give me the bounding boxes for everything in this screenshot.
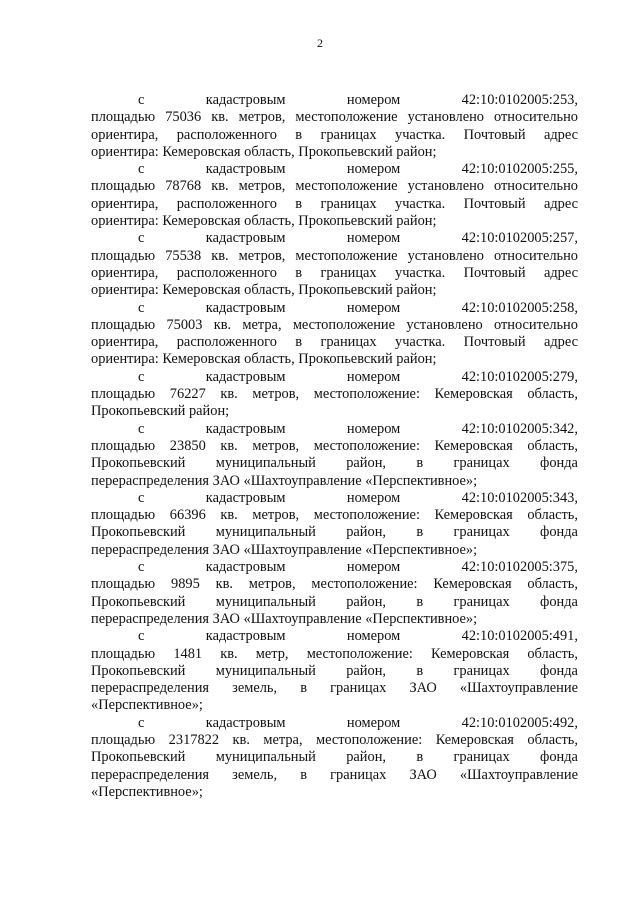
entry-text: ориентира: Кемеровская область, Прокопьевский район;: [91, 213, 437, 230]
entry-word: номером: [346, 92, 401, 108]
entry-line: [91, 680, 578, 697]
entry-word: участка.: [395, 126, 446, 143]
document-body: [91, 92, 578, 801]
entry-first-line: [91, 92, 578, 109]
entry-word: площадью: [91, 645, 156, 662]
entry-word: номером: [346, 368, 401, 385]
entry-word: номером: [346, 161, 401, 178]
entry-word: ориентира,: [91, 195, 159, 212]
entry-word: область,: [527, 576, 578, 593]
entry-word: площадью: [91, 316, 156, 333]
entry-word: границах: [320, 334, 377, 351]
entry-line: [91, 542, 578, 559]
entry-word: местоположение: [292, 316, 396, 333]
entry-word: метров,: [238, 178, 286, 195]
entry-word: относительно: [494, 109, 578, 126]
cadastral-entry: [91, 230, 578, 299]
cadastral-entry: [91, 715, 578, 801]
entry-first-line: [91, 161, 578, 178]
entry-word: область,: [527, 731, 578, 748]
entry-word: 42:10:0102005:257,: [461, 230, 578, 247]
entry-word: кадастровым: [205, 489, 286, 506]
entry-line: [91, 178, 578, 195]
entry-word: ориентира,: [91, 126, 159, 143]
entry-word: кв.: [211, 178, 229, 195]
entry-word: кадастровым: [205, 420, 286, 437]
entry-word: установлено: [407, 109, 484, 126]
entry-word: номером: [346, 628, 401, 645]
entry-word: кв.: [220, 386, 238, 403]
entry-word: границах: [320, 126, 377, 143]
entry-word: фонда: [540, 749, 578, 766]
entry-word: площадью: [91, 507, 156, 524]
entry-word: номером: [346, 489, 401, 506]
entry-word: кв.: [232, 731, 250, 748]
entry-word: местоположение: [295, 178, 398, 195]
entry-word: метр,: [255, 645, 289, 662]
entry-word: границах: [330, 766, 387, 783]
entry-word: Почтовый: [463, 126, 526, 143]
entry-first-line: [91, 490, 578, 507]
entry-word: границах: [320, 264, 377, 281]
entry-word: 2317822: [168, 731, 220, 748]
entry-word: номером: [346, 420, 401, 437]
entry-line: [91, 473, 578, 490]
entry-word: муниципальный: [215, 455, 316, 472]
entry-word: местоположение: [295, 247, 398, 264]
entry-word: метров,: [252, 386, 300, 403]
entry-line: [91, 144, 578, 161]
entry-word: 42:10:0102005:253,: [461, 92, 578, 108]
entry-word: Прокопьевский: [91, 593, 186, 610]
cadastral-entry: [91, 490, 578, 559]
entry-word: площадью: [91, 386, 156, 403]
entry-word: фонда: [540, 455, 578, 472]
entry-word: кадастровым: [205, 230, 286, 247]
entry-line: [91, 196, 578, 213]
entry-word: номером: [346, 230, 401, 247]
entry-word: в: [416, 524, 424, 541]
cadastral-entry: [91, 421, 578, 490]
entry-word: 23850: [169, 437, 206, 454]
entry-word: Прокопьевский: [91, 749, 186, 766]
entry-word: 42:10:0102005:258,: [461, 299, 578, 316]
entry-line: [91, 767, 578, 784]
entry-word: 78768: [165, 178, 202, 195]
entry-line: [91, 282, 578, 299]
entry-word: площадью: [91, 247, 156, 264]
entry-word: участка.: [395, 195, 446, 212]
cadastral-entry: [91, 161, 578, 230]
entry-line: [91, 697, 578, 714]
entry-word: перераспределения: [91, 766, 210, 783]
entry-word: адрес: [543, 126, 578, 143]
entry-line: [91, 386, 578, 403]
entry-word: установлено: [407, 178, 484, 195]
entry-word: 42:10:0102005:375,: [461, 559, 578, 576]
entry-word: местоположение:: [313, 386, 420, 403]
entry-text: перераспределения ЗАО «Шахтоуправление «Перспективное»;: [91, 610, 478, 627]
entry-word: кадастровым: [205, 714, 286, 731]
entry-word: кв.: [220, 645, 238, 662]
entry-text: ориентира: Кемеровская область, Прокопьевский район;: [91, 143, 437, 160]
entry-word: муниципальный: [215, 662, 316, 679]
entry-word: Почтовый: [463, 195, 526, 212]
entry-word: область,: [527, 437, 578, 454]
entry-word: Кемеровская: [435, 731, 514, 748]
entry-word: в: [416, 593, 424, 610]
entry-text: Прокопьевский район;: [91, 403, 230, 420]
entry-line: [91, 732, 578, 749]
entry-line: [91, 438, 578, 455]
entry-line: [91, 317, 578, 334]
entry-word: район,: [346, 749, 386, 766]
entry-word: с: [138, 628, 145, 645]
entry-line: [91, 455, 578, 472]
entry-word: участка.: [395, 334, 446, 351]
entry-word: площадью: [91, 437, 156, 454]
entry-word: адрес: [543, 264, 578, 281]
entry-word: границах: [453, 749, 510, 766]
entry-line: [91, 248, 578, 265]
entry-word: в: [295, 264, 303, 281]
entry-word: кадастровым: [205, 299, 286, 316]
entry-text: «Перспективное»;: [91, 783, 203, 800]
entry-word: кв.: [215, 576, 233, 593]
entry-line: [91, 663, 578, 680]
entry-word: относительно: [494, 178, 578, 195]
entry-word: местоположение:: [306, 645, 413, 662]
entry-word: границах: [453, 593, 510, 610]
entry-word: кадастровым: [205, 92, 286, 108]
entry-word: кв.: [213, 316, 232, 333]
entry-word: площадью: [91, 178, 156, 195]
entry-word: метров,: [252, 507, 300, 524]
entry-word: кв.: [220, 437, 238, 454]
entry-line: [91, 507, 578, 524]
entry-text: перераспределения ЗАО «Шахтоуправление «Перспективное»;: [91, 541, 478, 558]
entry-word: муниципальный: [215, 749, 316, 766]
entry-word: номером: [346, 714, 401, 731]
entry-word: кв.: [211, 109, 229, 126]
entry-word: расположенного: [176, 195, 277, 212]
entry-word: район,: [346, 524, 386, 541]
entry-line: [91, 403, 578, 420]
entry-word: с: [138, 161, 145, 178]
entry-word: в: [416, 749, 424, 766]
entry-word: «Шахтоуправление: [459, 680, 578, 697]
entry-word: номером: [346, 299, 401, 316]
entry-word: метра,: [263, 731, 303, 748]
entry-word: участка.: [395, 264, 446, 281]
entry-first-line: [91, 559, 578, 576]
entry-first-line: [91, 369, 578, 386]
entry-word: границах: [320, 195, 377, 212]
entry-word: фонда: [540, 662, 578, 679]
entry-word: Прокопьевский: [91, 524, 186, 541]
entry-word: установлено: [406, 316, 483, 333]
entry-word: с: [138, 92, 145, 108]
entry-first-line: [91, 421, 578, 438]
entry-word: 76227: [169, 386, 206, 403]
entry-word: адрес: [543, 195, 578, 212]
entry-word: Кемеровская: [433, 576, 512, 593]
entry-word: земель,: [232, 766, 278, 783]
entry-line: [91, 576, 578, 593]
entry-word: ЗАО: [409, 766, 437, 783]
entry-word: 1481: [173, 645, 203, 662]
entry-line: [91, 109, 578, 126]
entry-word: область,: [527, 645, 578, 662]
entry-text: ориентира: Кемеровская область, Прокопьевский район;: [91, 351, 437, 368]
entry-word: расположенного: [176, 126, 277, 143]
entry-word: земель,: [232, 680, 278, 697]
entry-word: границах: [330, 680, 387, 697]
entry-word: с: [138, 230, 145, 247]
entry-word: 42:10:0102005:342,: [461, 420, 578, 437]
entry-line: [91, 594, 578, 611]
entry-word: кадастровым: [205, 628, 286, 645]
entry-line: [91, 127, 578, 144]
entry-word: Кемеровская: [434, 507, 513, 524]
entry-line: [91, 646, 578, 663]
entry-word: местоположение:: [313, 507, 420, 524]
entry-word: ориентира,: [91, 264, 159, 281]
entry-word: перераспределения: [91, 680, 210, 697]
entry-line: [91, 749, 578, 766]
entry-word: площадью: [91, 731, 156, 748]
entry-word: кв.: [220, 507, 238, 524]
cadastral-entry: [91, 559, 578, 628]
entry-word: 42:10:0102005:491,: [461, 628, 578, 645]
entry-text: ориентира: Кемеровская область, Прокопьевский район;: [91, 282, 437, 299]
entry-word: 42:10:0102005:279,: [461, 368, 578, 385]
entry-line: [91, 784, 578, 801]
page-number: 2: [317, 36, 323, 50]
entry-word: Кемеровская: [434, 386, 513, 403]
entry-word: фонда: [540, 524, 578, 541]
entry-text: «Перспективное»;: [91, 697, 203, 714]
entry-word: адрес: [543, 334, 578, 351]
entry-word: фонда: [540, 593, 578, 610]
entry-word: местоположение:: [311, 576, 418, 593]
entry-word: границах: [453, 662, 510, 679]
entry-word: кадастровым: [205, 559, 286, 576]
entry-word: Прокопьевский: [91, 662, 186, 679]
entry-word: в: [295, 126, 303, 143]
entry-line: [91, 524, 578, 541]
entry-first-line: [91, 230, 578, 247]
entry-word: 75036: [165, 109, 202, 126]
entry-word: район,: [346, 593, 386, 610]
entry-word: Почтовый: [463, 334, 526, 351]
entry-word: с: [138, 559, 145, 576]
entry-word: область,: [527, 507, 578, 524]
entry-word: 75538: [165, 247, 202, 264]
entry-first-line: [91, 628, 578, 645]
entry-word: местоположение: [295, 109, 398, 126]
entry-word: кадастровым: [205, 368, 286, 385]
entry-word: метров,: [238, 109, 286, 126]
entry-word: область,: [527, 386, 578, 403]
entry-word: метра,: [242, 316, 282, 333]
entry-word: кадастровым: [205, 161, 286, 178]
entry-word: границах: [453, 524, 510, 541]
entry-word: в: [416, 662, 424, 679]
entry-word: Прокопьевский: [91, 455, 186, 472]
entry-word: муниципальный: [215, 524, 316, 541]
entry-word: «Шахтоуправление: [459, 766, 578, 783]
entry-word: 42:10:0102005:343,: [461, 489, 578, 506]
entry-word: муниципальный: [215, 593, 316, 610]
entry-first-line: [91, 300, 578, 317]
entry-word: 75003: [166, 316, 203, 333]
cadastral-entry: [91, 92, 578, 161]
entry-word: кв.: [211, 247, 229, 264]
entry-word: Кемеровская: [434, 437, 513, 454]
entry-word: площадью: [91, 109, 156, 126]
entry-word: метров,: [248, 576, 296, 593]
entry-word: в: [416, 455, 424, 472]
entry-word: в: [300, 766, 308, 783]
entry-word: границах: [453, 455, 510, 472]
entry-first-line: [91, 715, 578, 732]
entry-line: [91, 334, 578, 351]
entry-word: расположенного: [176, 264, 277, 281]
entry-word: 42:10:0102005:255,: [461, 161, 578, 178]
entry-word: район,: [346, 455, 386, 472]
entry-word: с: [138, 714, 145, 731]
cadastral-entry: [91, 628, 578, 714]
entry-word: относительно: [494, 247, 578, 264]
entry-line: [91, 611, 578, 628]
entry-word: метров,: [238, 247, 286, 264]
entry-word: с: [138, 489, 145, 506]
entry-word: площадью: [91, 576, 156, 593]
entry-word: ЗАО: [409, 680, 437, 697]
entry-word: местоположение:: [316, 731, 423, 748]
entry-word: номером: [346, 559, 401, 576]
entry-word: с: [138, 299, 145, 316]
entry-word: в: [295, 334, 303, 351]
entry-line: [91, 265, 578, 282]
entry-word: в: [300, 680, 308, 697]
entry-word: 42:10:0102005:492,: [461, 714, 578, 731]
cadastral-entry: [91, 300, 578, 369]
entry-text: перераспределения ЗАО «Шахтоуправление «Перспективное»;: [91, 472, 478, 489]
entry-word: ориентира,: [91, 334, 159, 351]
entry-word: 66396: [169, 507, 206, 524]
entry-word: в: [295, 195, 303, 212]
entry-word: расположенного: [176, 334, 277, 351]
entry-word: метров,: [252, 437, 300, 454]
entry-word: относительно: [494, 316, 578, 333]
entry-word: Кемеровская: [431, 645, 510, 662]
cadastral-entry: [91, 369, 578, 421]
entry-word: Почтовый: [463, 264, 526, 281]
entry-line: [91, 351, 578, 368]
entry-word: с: [138, 368, 145, 385]
entry-word: местоположение:: [313, 437, 420, 454]
entry-word: 9895: [171, 576, 200, 593]
entry-line: [91, 213, 578, 230]
entry-word: с: [138, 420, 145, 437]
entry-word: район,: [346, 662, 386, 679]
entry-word: установлено: [407, 247, 484, 264]
